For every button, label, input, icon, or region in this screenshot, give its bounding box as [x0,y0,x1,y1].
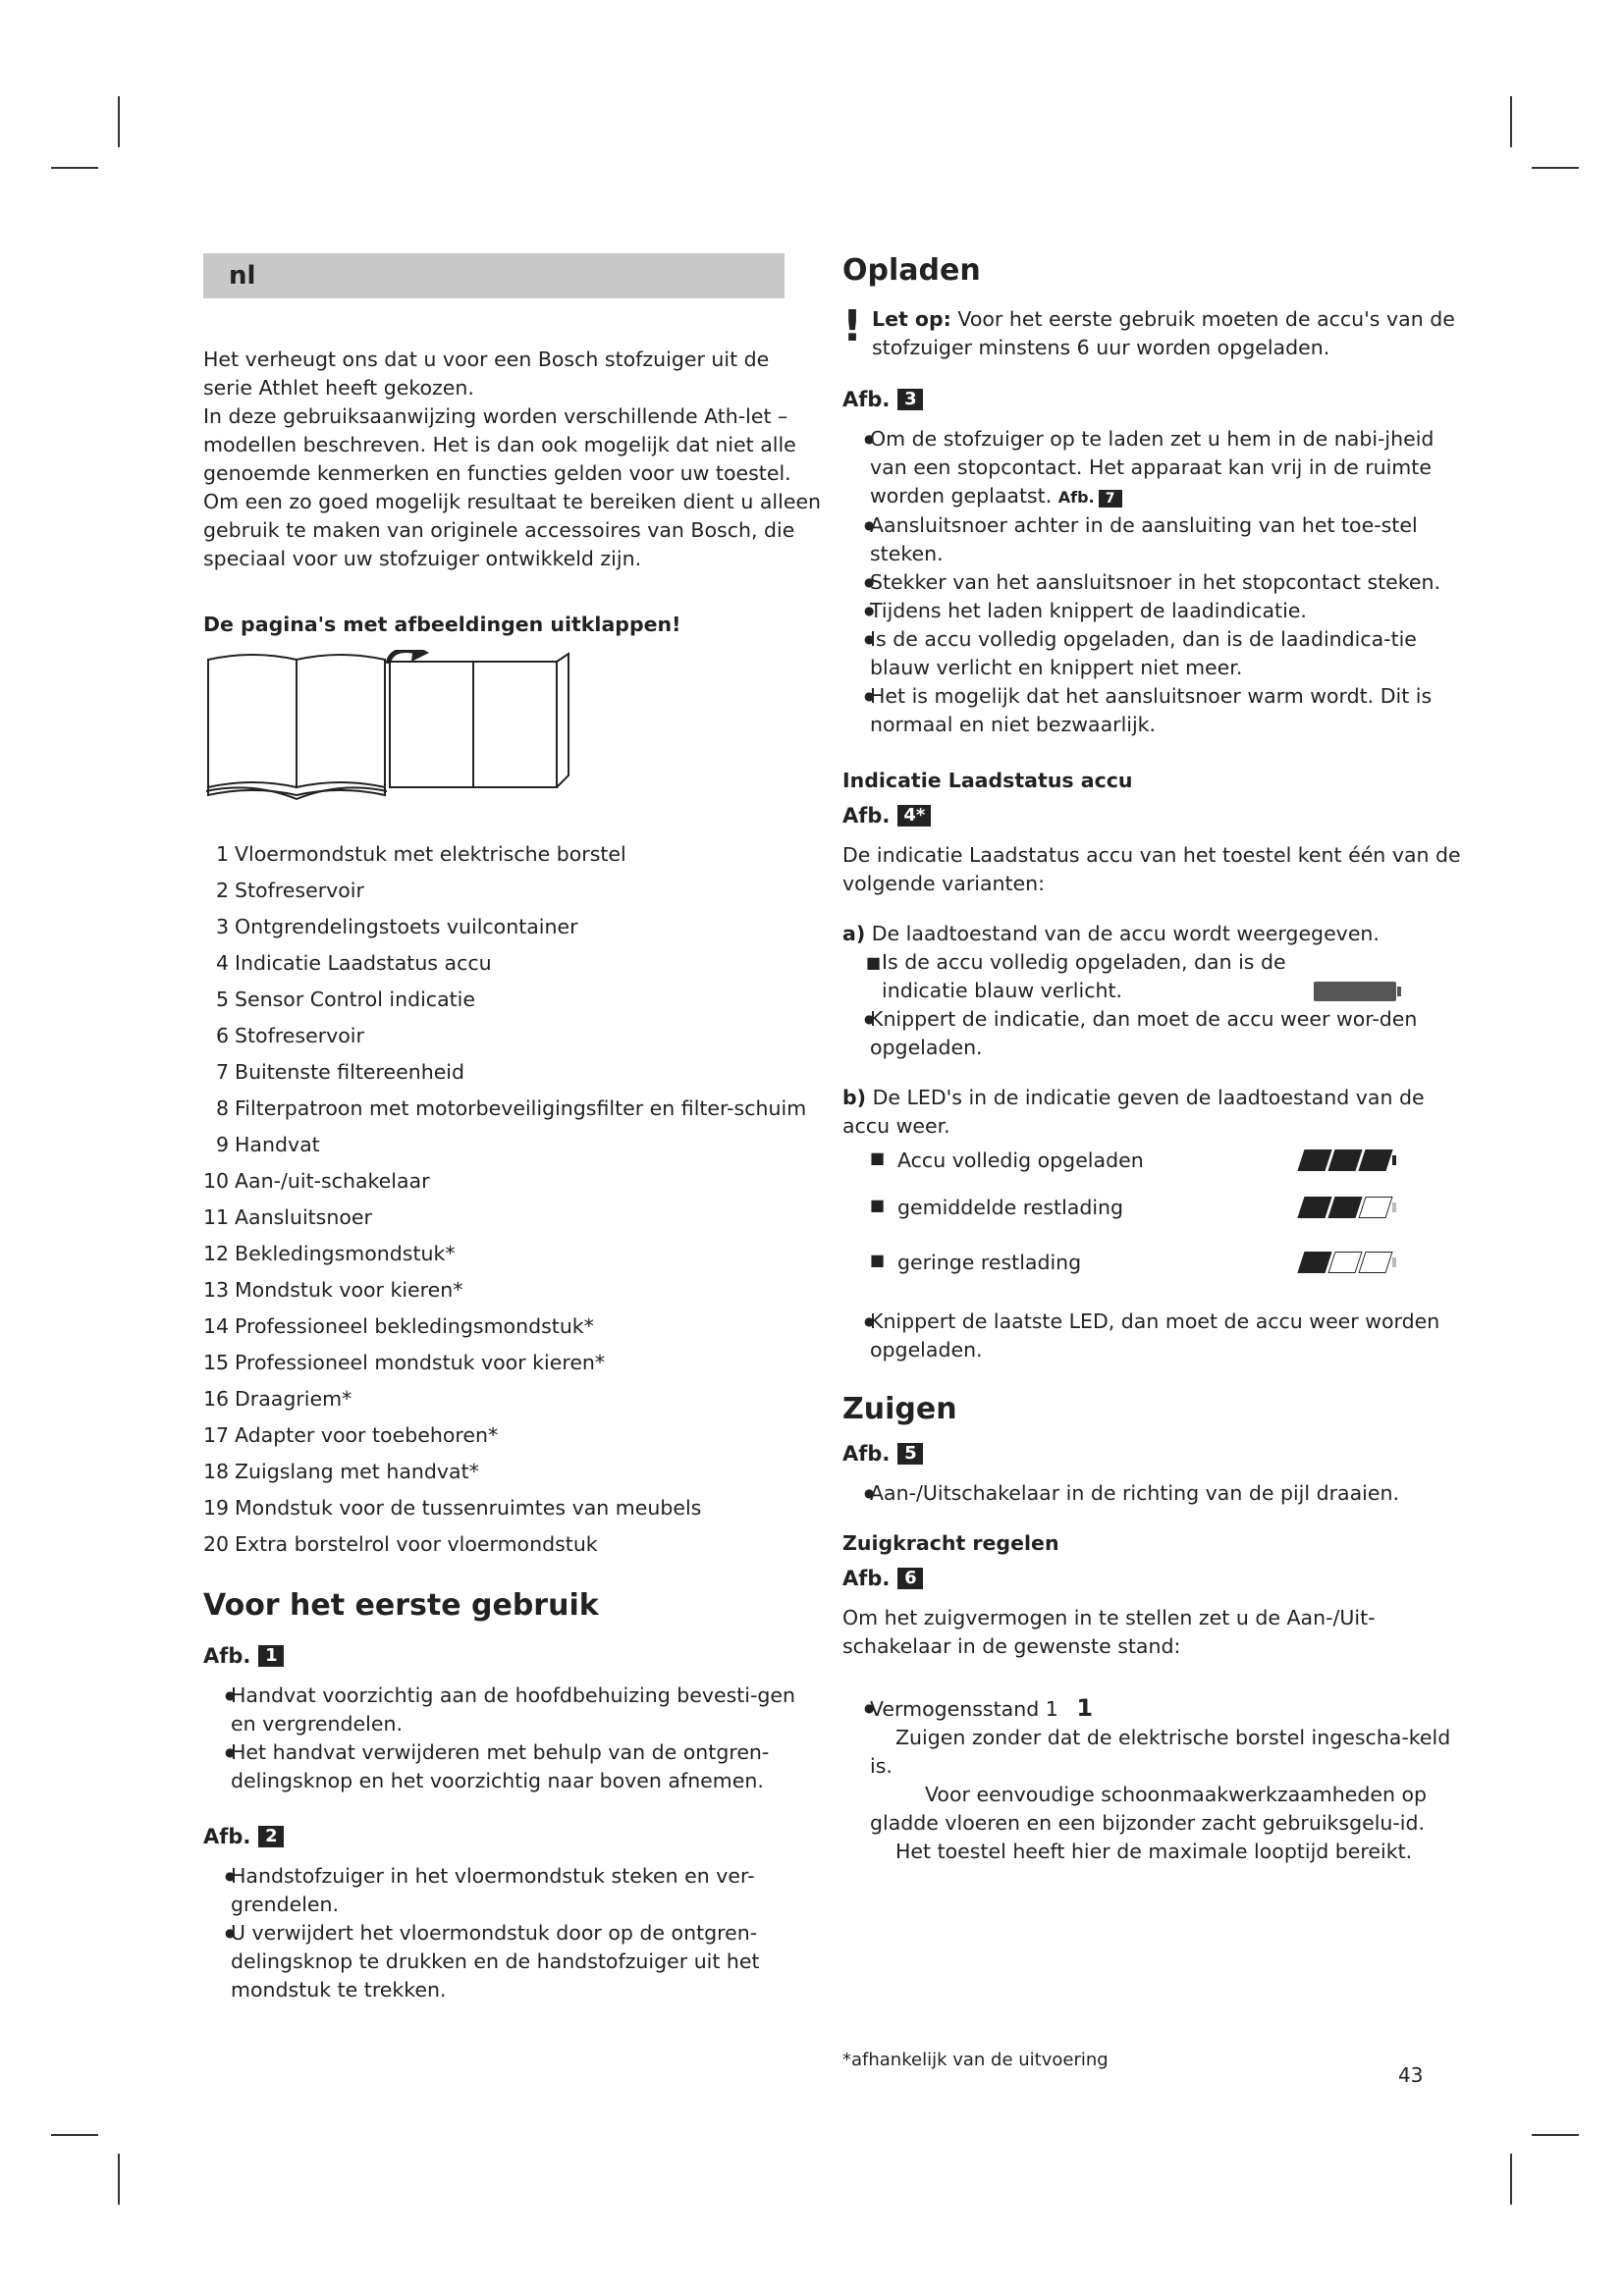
parts-list-item [203,909,822,945]
part-label: Sensor Control indicatie [235,988,475,1011]
led-level-row [870,1180,1396,1235]
parts-list-item [203,836,822,873]
battery-led-icon [1301,1149,1396,1171]
crop-mark [1510,2154,1512,2205]
figure-ref: Afb. 2 [203,1825,822,1848]
language-tag: nl [203,253,785,298]
parts-list-item [203,1308,822,1345]
power-desc: Zuigen zonder dat de elektrische borstel ingescha-keld is. [870,1726,1451,1778]
battery-led-icon [1301,1197,1396,1218]
part-number: 3 [215,915,229,938]
list-item: ● Handstofzuiger in het vloermondstuk steken en ver-grendelen. [231,1862,822,1919]
figure-ref: Afb. 5 [842,1442,1471,1466]
crop-mark [51,2134,98,2136]
variant-a-text: De laadtoestand van de accu wordt weergegeven. [871,922,1380,945]
indicator-heading: Indicatie Laadstatus accu [842,769,1133,792]
led-cell [1327,1149,1362,1171]
part-label: Professioneel bekledingsmondstuk* [235,1314,594,1338]
charging-heading: Opladen [842,253,981,288]
part-number: 17 [203,1423,230,1447]
figure-number: 5 [897,1443,923,1465]
figure-ref: Afb. 4* [842,804,1471,828]
part-number: 4 [215,951,229,975]
parts-list-item [203,945,822,982]
parts-list-item [203,1054,822,1091]
crop-mark [118,96,120,147]
parts-list-item [203,1454,822,1490]
part-number: 19 [203,1496,230,1520]
parts-list-item [203,873,822,909]
led-level-row [870,1235,1396,1290]
parts-list-item [203,1163,822,1200]
figure-number: 4* [897,805,931,827]
variant-a-bullet [842,1005,1471,1062]
right-column: Opladen ! Let op: Voor het eerste gebruik moeten de accu's van de stofzuiger minstens 6 uur worden opgeladen. Afb. 3 ● Om de stofzuiger op te laden zet u hem in de nabi-jheid van een stopcontact. Het apparaat kan vrij in de ruimte worden geplaatst. Afb. 7 ● Aansluitsnoer achter in de aansluiting van het toe-stel steken. ● Stekker van het aansluitsnoer in het stopcontact steken. ● Tijdens het laden knippert de laadindicatie. ● Is de accu volledig opgeladen, dan is de laadindica-tie blauw verlicht en knippert niet meer. ● Het is mogelijk dat het aansluitsnoer warm wordt. Dit is normaal en niet bezwaarlijk. Indicatie Laadstatus accu Afb. 4* De indicatie Laadstatus accu van het toestel kent één van de volgende varianten: a) De laadtoestand van de accu wordt weergegeven. ■ Is de accu volledig opgeladen, dan is de indicatie blauw verlicht. ● Knippert de indicatie, dan moet de accu weer wor-den opgeladen. b) De LED's in de indicatie geven de laadtoestand van de accu weer. ■ Accu volledig opgeladen ■ gemiddelde restlading ■ geringe restlading ● Knippert de laatste LED, dan moet de accu weer worden opgeladen. Zuigen Afb. 5 ● Aan-/Uitschakelaar in de richting van de pijl draaien. Zuigkracht regelen Afb. 6 Om het zuigvermogen in te stellen zet u de Aan-/Uit-schakelaar in de gewenste stand: ● Vermogensstand 1 1 Zuigen zonder dat de elektrische borstel ingescha-keld is. Voor eenvoudige schoonmaakwerkzaamheden op gladde vloeren en een bijzonder zacht gebruiksgelu-id. Het toestel heeft hier de maximale looptijd bereikt. [842,253,1471,1866]
part-label: Adapter voor toebehoren* [235,1423,499,1447]
part-label: Mondstuk voor kieren* [235,1278,463,1302]
parts-list-item [203,1091,822,1127]
led-cell [1358,1252,1392,1273]
part-label: Extra borstelrol voor vloermondstuk [235,1532,598,1556]
power-desc: Het toestel heeft hier de maximale looptijd bereikt. [895,1840,1413,1863]
part-label: Bekledingsmondstuk* [235,1242,456,1265]
led-level-list [842,1141,1471,1290]
power-heading: Zuigkracht regelen [842,1531,1059,1555]
part-label: Stofreservoir [235,1024,364,1047]
note-label: Let op: [872,307,951,331]
part-number: 5 [215,988,229,1011]
led-level-row [870,1141,1396,1180]
parts-list-item [203,1526,822,1563]
power-intro: Om het zuigvermogen in te stellen zet u de Aan-/Uit-schakelaar in de gewenste stand: [842,1606,1376,1658]
list-item: ■ Is de accu volledig opgeladen, dan is de indicatie blauw verlicht. [870,948,1471,1005]
intro-paragraph: In deze gebruiksaanwijzing worden verschillende Ath-let – modellen beschreven. Het is dan ook mogelijk dat niet alle genoemde kenmerken en functies gelden voor uw toestel. Om een zo goed mogelijk resultaat te bereiken dient u alleen gebruik te maken van originele accessoires van Bosch, die speciaal voor uw stofzuiger ontwikkeld zijn. [203,404,822,570]
power-desc: Voor eenvoudige schoonmaakwerkzaamheden op gladde vloeren en een bijzonder zacht gebruiksgelu-id. [870,1783,1428,1835]
list-item: ● Handvat voorzichtig aan de hoofdbehuizing bevesti-gen en vergrendelen. [231,1682,822,1738]
parts-list-item [203,982,822,1018]
list-item: ● Tijdens het laden knippert de laadindicatie. [870,597,1471,625]
list-item: ● Knippert de indicatie, dan moet de accu weer wor-den opgeladen. [870,1005,1471,1062]
part-label: Ontgrendelingstoets vuilcontainer [235,915,578,938]
part-label: Stofreservoir [235,879,364,902]
parts-list-item [203,1490,822,1526]
list-item: ● Vermogensstand 1 1 [870,1694,1471,1724]
led-cell [1297,1149,1331,1171]
part-label: Aansluitsnoer [235,1205,372,1229]
list-item: ● Aan-/Uitschakelaar in de richting van de pijl draaien. [870,1479,1471,1508]
level-number: 1 [1076,1694,1094,1722]
part-number: 2 [215,879,229,902]
indicator-intro: De indicatie Laadstatus accu van het toestel kent één van de volgende varianten: [842,843,1461,895]
list-item: ● Aansluitsnoer achter in de aansluiting van het toe-stel steken. [870,511,1471,568]
figure-number: 7 [1099,490,1122,507]
fold-out-heading: De pagina's met afbeeldingen uitklappen! [203,613,681,636]
led-cell [1327,1197,1362,1218]
figure-number: 3 [897,389,923,410]
led-cell [1297,1197,1331,1218]
blue-indicator-bar [1314,982,1396,1001]
part-number: 16 [203,1387,230,1411]
part-label: Filterpatroon met motorbeveiligingsfilter en filter-schuim [235,1096,807,1120]
list-item: ● Stekker van het aansluitsnoer in het stopcontact steken. [870,568,1471,597]
square-bullet-icon: ■ [870,1196,886,1214]
first-use-steps [203,1682,822,1795]
part-number: 7 [215,1060,229,1084]
led-cell [1297,1252,1331,1273]
part-number: 18 [203,1460,230,1483]
part-number: 13 [203,1278,230,1302]
parts-list-item [203,1381,822,1417]
part-number: 1 [215,842,229,866]
battery-tip [1392,1202,1396,1212]
crop-mark [1532,167,1579,169]
part-number: 12 [203,1242,230,1265]
part-number: 15 [203,1351,230,1374]
suction-steps [842,1479,1471,1508]
part-label: Handvat [235,1133,320,1156]
footnote: *afhankelijk van de uitvoering [842,2050,1109,2070]
crop-mark [118,2154,120,2205]
parts-list-item [203,1345,822,1381]
warning-icon: ! [842,301,863,351]
fold-out-illustration [203,650,822,811]
figure-ref: Afb. 3 [842,388,1471,411]
led-level-label: Accu volledig opgeladen [897,1148,1144,1172]
part-label: Draagriem* [235,1387,352,1411]
battery-led-icon [1301,1252,1396,1273]
part-label: Mondstuk voor de tussenruimtes van meubels [235,1496,702,1520]
list-item: ● Om de stofzuiger op te laden zet u hem in de nabi-jheid van een stopcontact. Het apparaat kan vrij in de ruimte worden geplaatst. Afb. 7 [870,425,1471,511]
figure-number: 1 [258,1645,284,1667]
battery-tip [1392,1155,1396,1165]
part-label: Vloermondstuk met elektrische borstel [235,842,626,866]
part-label: Buitenste filtereenheid [235,1060,465,1084]
battery-tip [1392,1257,1396,1267]
charging-steps [842,425,1471,739]
led-level-label: gemiddelde restlading [897,1196,1124,1219]
part-label: Indicatie Laadstatus accu [235,951,492,975]
intro-paragraph: Het verheugt ons dat u voor een Bosch stofzuiger uit de serie Athlet heeft gekozen. [203,347,770,400]
part-label: Aan-/uit-schakelaar [235,1169,430,1193]
figure-ref: Afb. 6 [842,1567,1471,1590]
led-level-label: geringe restlading [897,1251,1082,1274]
led-cell [1358,1197,1392,1218]
parts-list-item [203,1127,822,1163]
power-levels [842,1694,1471,1724]
variant-b-text: De LED's in de indicatie geven de laadtoestand van de accu weer. [842,1086,1425,1138]
crop-mark [1532,2134,1579,2136]
parts-list-item [203,1200,822,1236]
list-item: ● U verwijdert het vloermondstuk door op de ontgren-delingsknop te drukken en de handstofzuiger uit het mondstuk te trekken. [231,1919,822,2004]
variant-a-list [842,948,1471,1005]
part-number: 9 [215,1133,229,1156]
list-item: ● Het handvat verwijderen met behulp van de ontgren-delingsknop en het voorzichtig naar boven afnemen. [231,1738,822,1795]
list-item: ● Is de accu volledig opgeladen, dan is de laadindica-tie blauw verlicht en knippert niet meer. [870,625,1471,682]
part-number: 8 [215,1096,229,1120]
first-use-heading: Voor het eerste gebruik [203,1588,599,1623]
part-number: 11 [203,1205,230,1229]
parts-list [203,836,822,1563]
parts-list-item [203,1236,822,1272]
part-number: 10 [203,1169,230,1193]
left-column [203,253,822,2004]
first-use-steps-2 [203,1862,822,2004]
square-bullet-icon: ■ [870,1148,886,1167]
figure-number: 6 [897,1568,923,1589]
figure-number: 2 [258,1826,284,1847]
list-item: ● Het is mogelijk dat het aansluitsnoer warm wordt. Dit is normaal en niet bezwaarlijk. [870,682,1471,739]
part-label: Zuigslang met handvat* [235,1460,479,1483]
part-number: 14 [203,1314,230,1338]
crop-mark [51,167,98,169]
suction-heading: Zuigen [842,1392,957,1426]
part-number: 6 [215,1024,229,1047]
note-text: Voor het eerste gebruik moeten de accu's van de stofzuiger minstens 6 uur worden opgeladen. [872,307,1455,359]
figure-ref: Afb. 1 [203,1644,822,1668]
parts-list-item [203,1272,822,1308]
parts-list-item [203,1018,822,1054]
list-item: ● Knippert de laatste LED, dan moet de accu weer worden opgeladen. [870,1308,1471,1364]
page-number: 43 [1398,2063,1424,2087]
square-bullet-icon: ■ [870,1251,886,1269]
crop-mark [1510,96,1512,147]
part-label: Professioneel mondstuk voor kieren* [235,1351,606,1374]
warning-note [842,301,1471,362]
led-cell [1358,1149,1392,1171]
parts-list-item [203,1417,822,1454]
part-number: 20 [203,1532,230,1556]
led-cell [1327,1252,1362,1273]
variant-b-bullet [842,1308,1471,1364]
